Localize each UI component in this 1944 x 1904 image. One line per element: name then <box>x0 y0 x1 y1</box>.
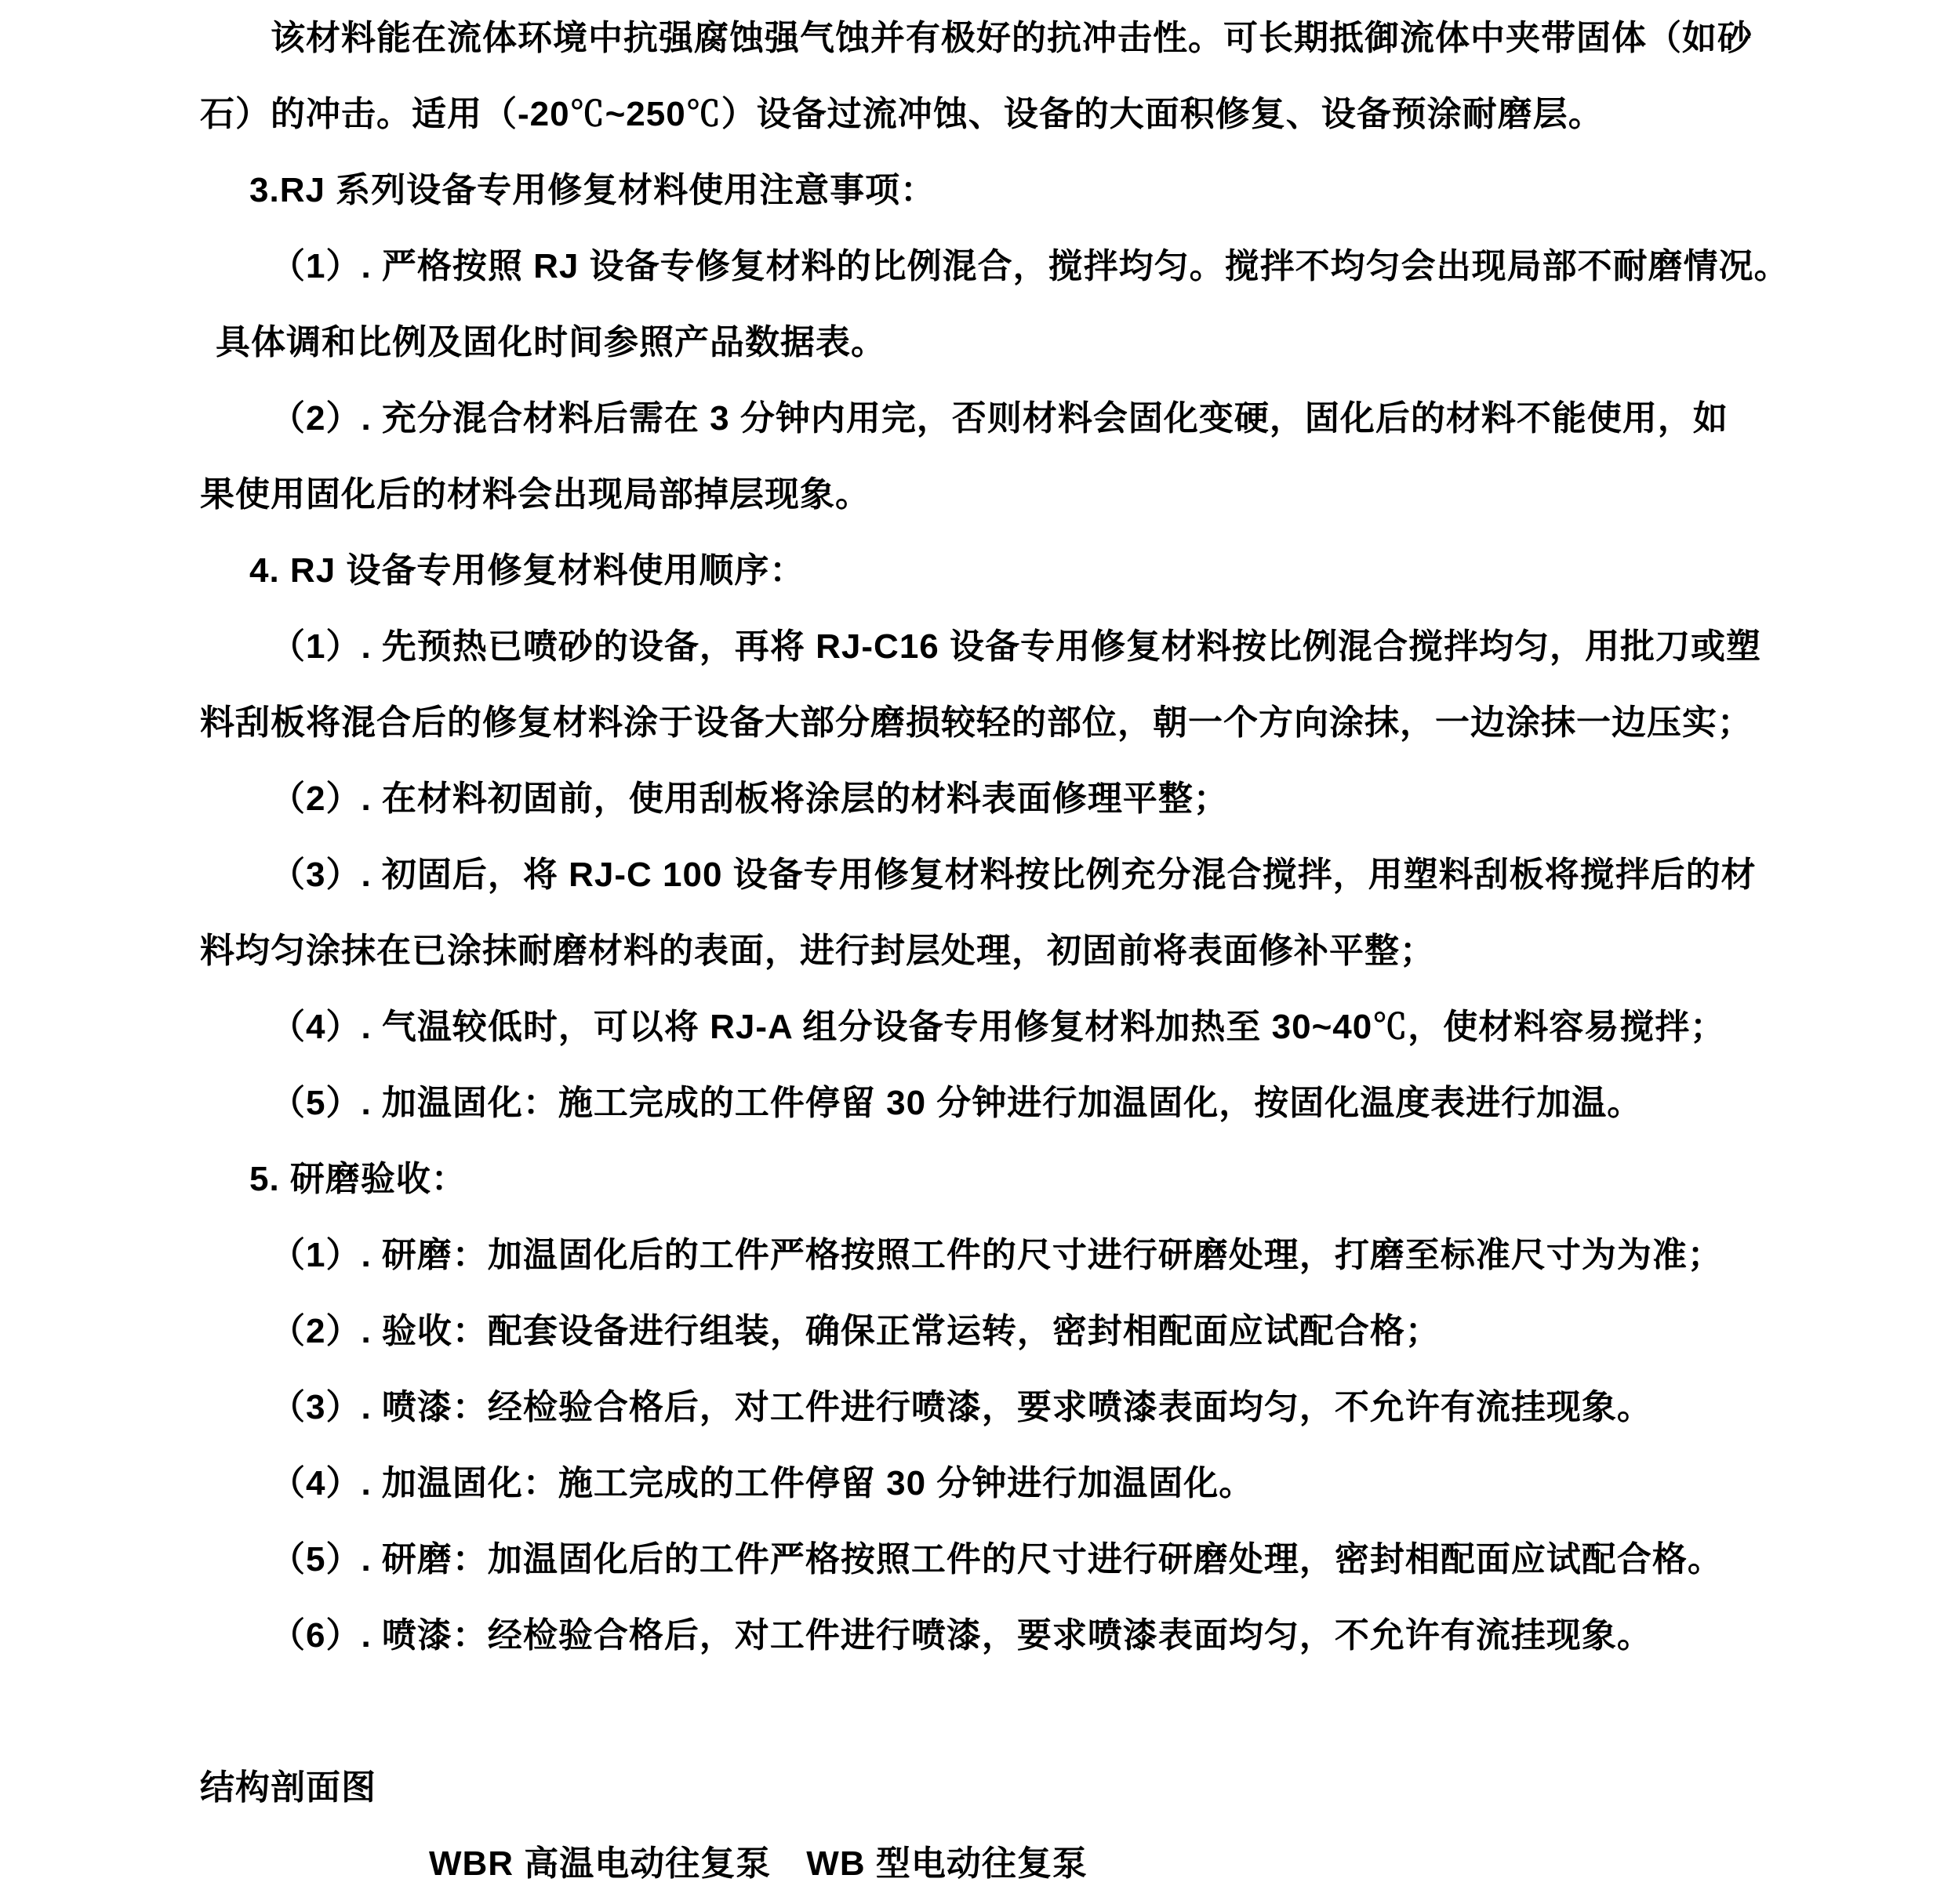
paragraph-line: 该材料能在流体环境中抗强腐蚀强气蚀并有极好的抗冲击性。可长期抵御流体中夹带固体（如砂 <box>271 19 1753 57</box>
list-item: （2）. 验收：配套设备进行组装，确保正常运转，密封相配面应试配合格； <box>271 1312 1441 1350</box>
list-item: （1）. 研磨：加温固化后的工件严格按照工件的尺寸进行研磨处理，打磨至标准尺寸为为准； <box>271 1236 1723 1274</box>
figure-caption: WBR 高温电动往复泵 WB 型电动往复泵 <box>429 1844 1088 1883</box>
list-item: （5）. 研磨：加温固化后的工件严格按照工件的尺寸进行研磨处理，密封相配面应试配合格。 <box>271 1540 1723 1579</box>
list-item: （2）. 充分混合材料后需在 3 分钟内用完，否则材料会固化变硬，固化后的材料不能使用，如 <box>271 399 1728 438</box>
paragraph-line: 果使用固化后的材料会出现局部掉层现象。 <box>200 475 870 514</box>
spacer <box>200 1673 1764 1750</box>
list-item: （2）. 在材料初固前，使用刮板将涂层的材料表面修理平整； <box>271 779 1229 818</box>
paragraph-line: 具体调和比例及固化时间参照产品数据表。 <box>216 323 886 362</box>
section-heading: 5. 研磨验收： <box>249 1160 467 1198</box>
list-item: （5）. 加温固化：施工完成的工件停留 30 分钟进行加温固化，按固化温度表进行加温。 <box>271 1084 1643 1122</box>
paragraph-line: 料刮板将混合后的修复材料涂于设备大部分磨损较轻的部位，朝一个方向涂抹，一边涂抹一边压实； <box>200 703 1753 742</box>
section-heading: 4. RJ 设备专用修复材料使用顺序： <box>249 551 805 590</box>
paragraph-line: 料均匀涂抹在已涂抹耐磨材料的表面，进行封层处理，初固前将表面修补平整； <box>200 932 1435 970</box>
list-item: （6）. 喷漆：经检验合格后，对工件进行喷漆，要求喷漆表面均匀，不允许有流挂现象。 <box>271 1616 1652 1655</box>
paragraph-line: 石）的冲击。适用（-20℃~250℃）设备过流冲蚀、设备的大面积修复、设备预涂耐磨层。 <box>200 95 1604 133</box>
list-item: （4）. 加温固化：施工完成的工件停留 30 分钟进行加温固化。 <box>271 1464 1255 1502</box>
list-item: （1）. 严格按照 RJ 设备专修复材料的比例混合，搅拌均匀。搅拌不均匀会出现局部不耐磨情况。 <box>271 247 1790 285</box>
list-item: （4）. 气温较低时，可以将 RJ-A 组分设备专用修复材料加热至 30~40℃，使材料容易搅拌； <box>271 1008 1726 1046</box>
list-item: （1）. 先预热已喷砂的设备，再将 RJ-C16 设备专用修复材料按比例混合搅拌均匀，用批刀或塑 <box>271 627 1761 666</box>
list-item: （3）. 初固后，将 RJ-C 100 设备专用修复材料按比例充分混合搅拌，用塑料刮板将搅拌后的材 <box>271 856 1757 894</box>
list-item: （3）. 喷漆：经检验合格后，对工件进行喷漆，要求喷漆表面均匀，不允许有流挂现象。 <box>271 1388 1652 1426</box>
section-heading: 3.RJ 系列设备专用修复材料使用注意事项： <box>249 171 936 209</box>
figure-title: 结构剖面图 <box>200 1768 376 1807</box>
